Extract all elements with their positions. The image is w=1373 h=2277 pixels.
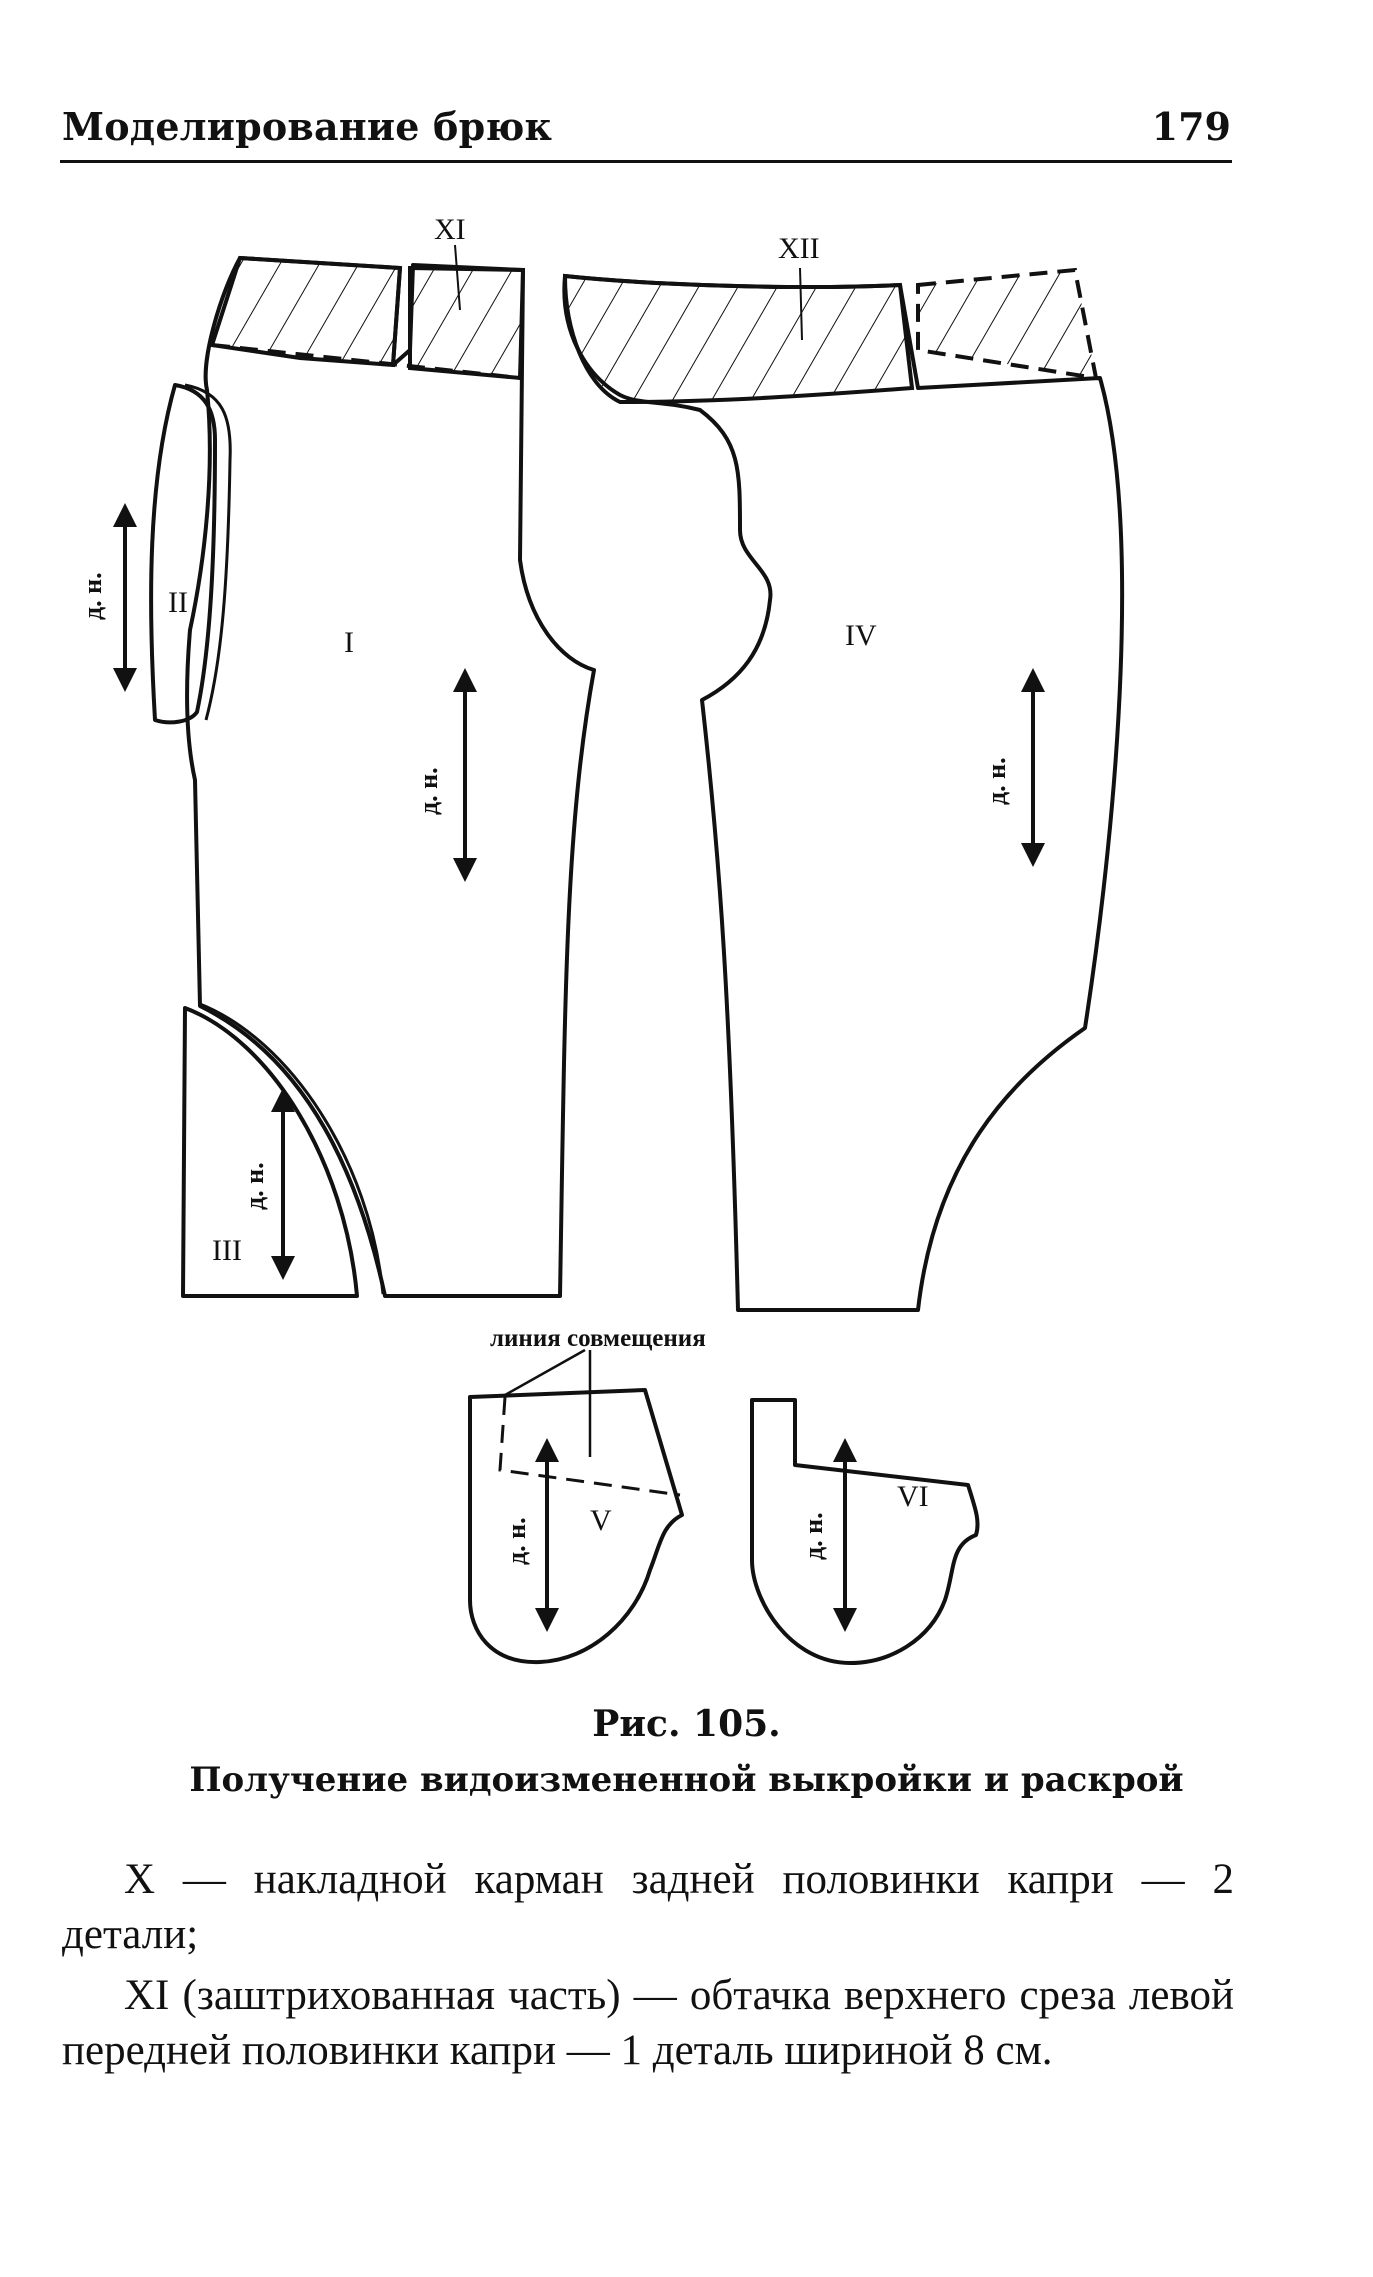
grain-label-VI: д. н. (799, 1512, 828, 1560)
page-number: 179 (1151, 104, 1231, 149)
figure-number: Рис. 105. (592, 1703, 781, 1745)
piece-I-outline (187, 258, 594, 1296)
piece-II-outline (151, 385, 215, 722)
body-text (62, 1852, 1234, 2084)
alignment-line-label: линия совмещения (490, 1325, 706, 1352)
piece-label-V: V (590, 1504, 612, 1537)
paragraph: X — накладной карман задней половинки капри — 2 детали; (62, 1856, 1234, 1959)
grain-label-III: д. н. (240, 1162, 269, 1210)
piece-label-XII: XII (778, 232, 820, 265)
piece-VI-outline (752, 1400, 978, 1663)
piece-label-III: III (212, 1234, 242, 1267)
figure-caption: Получение видоизмененной выкройки и раскрой (189, 1760, 1184, 1800)
piece-XII-facing (565, 276, 912, 402)
piece-IV-outline (564, 276, 1122, 1310)
grain-label-V: д. н. (502, 1517, 531, 1565)
piece-label-XI: XI (434, 213, 466, 246)
piece-label-VI: VI (897, 1480, 929, 1513)
grain-label-IV: д. н. (982, 757, 1011, 805)
running-header-title: Моделирование брюк (62, 104, 553, 149)
grain-label-II: д. н. (78, 572, 107, 620)
paragraph: XI (заштрихованная часть) — обтачка верхнего среза левой передней половинки капри — 1 деталь шириной 8 см. (62, 1972, 1234, 2075)
piece-label-IV: IV (845, 619, 877, 652)
grain-label-I: д. н. (414, 767, 443, 815)
piece-label-II: II (168, 586, 188, 619)
piece-label-I: I (344, 626, 354, 659)
